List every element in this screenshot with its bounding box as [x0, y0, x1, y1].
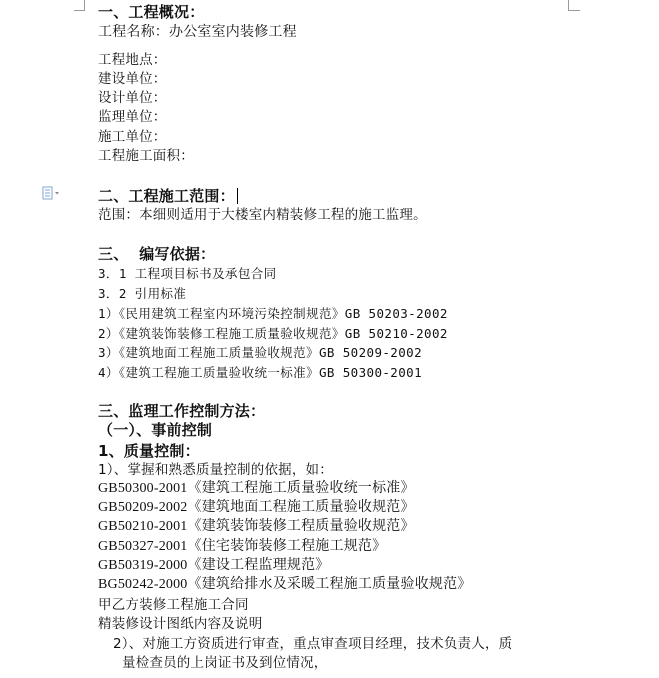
section-heading-basis: 三、 编写依据：: [98, 245, 216, 263]
item2-line1: 2）、对施工方资质进行审查，重点审查项目经理，技术负责人，质: [113, 636, 513, 652]
standard-item-6: BG50242-2000《建筑给排水及采暖工程施工质量验收规范》: [98, 577, 472, 592]
standard-item-1: GB50300-2001《建筑工程施工质量验收统一标准》: [98, 481, 415, 496]
standard-item-2: GB50209-2002《建筑地面工程施工质量验收规范》: [98, 500, 415, 515]
scope-text: 范围：本细则适用于大楼室内精装修工程的施工监理。: [98, 207, 427, 223]
section-heading-control: 三、监理工作控制方法：: [98, 402, 266, 420]
text-cursor: [237, 188, 238, 204]
control-subheading: （一）、事前控制: [98, 421, 213, 439]
crop-mark-top-left-v: [84, 0, 85, 10]
item2-line2: 量检查员的上岗证书及到位情况，: [122, 655, 328, 671]
drawings-line: 精装修设计图纸内容及说明: [98, 616, 263, 632]
quality-intro: 1）、掌握和熟悉质量控制的依据，如：: [98, 462, 333, 478]
project-client: 建设单位：: [98, 71, 167, 87]
standard-item-3: GB50210-2001《建筑装饰装修工程质量验收规范》: [98, 519, 415, 534]
project-contractor: 施工单位：: [98, 129, 167, 145]
crop-mark-top-right-v: [568, 0, 569, 10]
basis-item-6: 4）《建筑工程施工质量验收统一标准》GB 50300-2001: [98, 365, 423, 380]
crop-mark-top-right-h: [568, 10, 580, 11]
standard-item-5: GB50319-2000《建设工程监理规范》: [98, 558, 330, 573]
standard-item-4: GB50327-2001《住宅装饰装修工程施工规范》: [98, 539, 387, 554]
basis-item-4: 2）《建筑装饰装修工程施工质量验收规范》GB 50210-2002: [98, 326, 448, 341]
project-area: 工程施工面积：: [98, 148, 194, 164]
quality-heading: 1、质量控制：: [98, 442, 200, 460]
project-supervisor: 监理单位：: [98, 109, 167, 125]
basis-item-5: 3）《建筑地面工程施工质量验收规范》GB 50209-2002: [98, 345, 423, 360]
project-location: 工程地点：: [98, 52, 167, 68]
scope-heading-text: 二、工程施工范围：: [98, 187, 235, 205]
basis-item-2: 3．2 引用标准: [98, 286, 187, 301]
basis-item-1: 3．1 工程项目标书及承包合同: [98, 266, 277, 281]
section-heading-overview: 一、工程概况：: [98, 3, 205, 21]
paragraph-options-icon[interactable]: [42, 186, 62, 200]
crop-mark-top-left-h: [74, 10, 85, 11]
project-designer: 设计单位：: [98, 90, 167, 106]
project-name: 工程名称：办公室室内装修工程: [98, 24, 297, 40]
contract-line: 甲乙方装修工程施工合同: [98, 597, 249, 613]
basis-item-3: 1）《民用建筑工程室内环境污染控制规范》GB 50203-2002: [98, 306, 448, 321]
section-heading-scope[interactable]: [98, 187, 238, 205]
